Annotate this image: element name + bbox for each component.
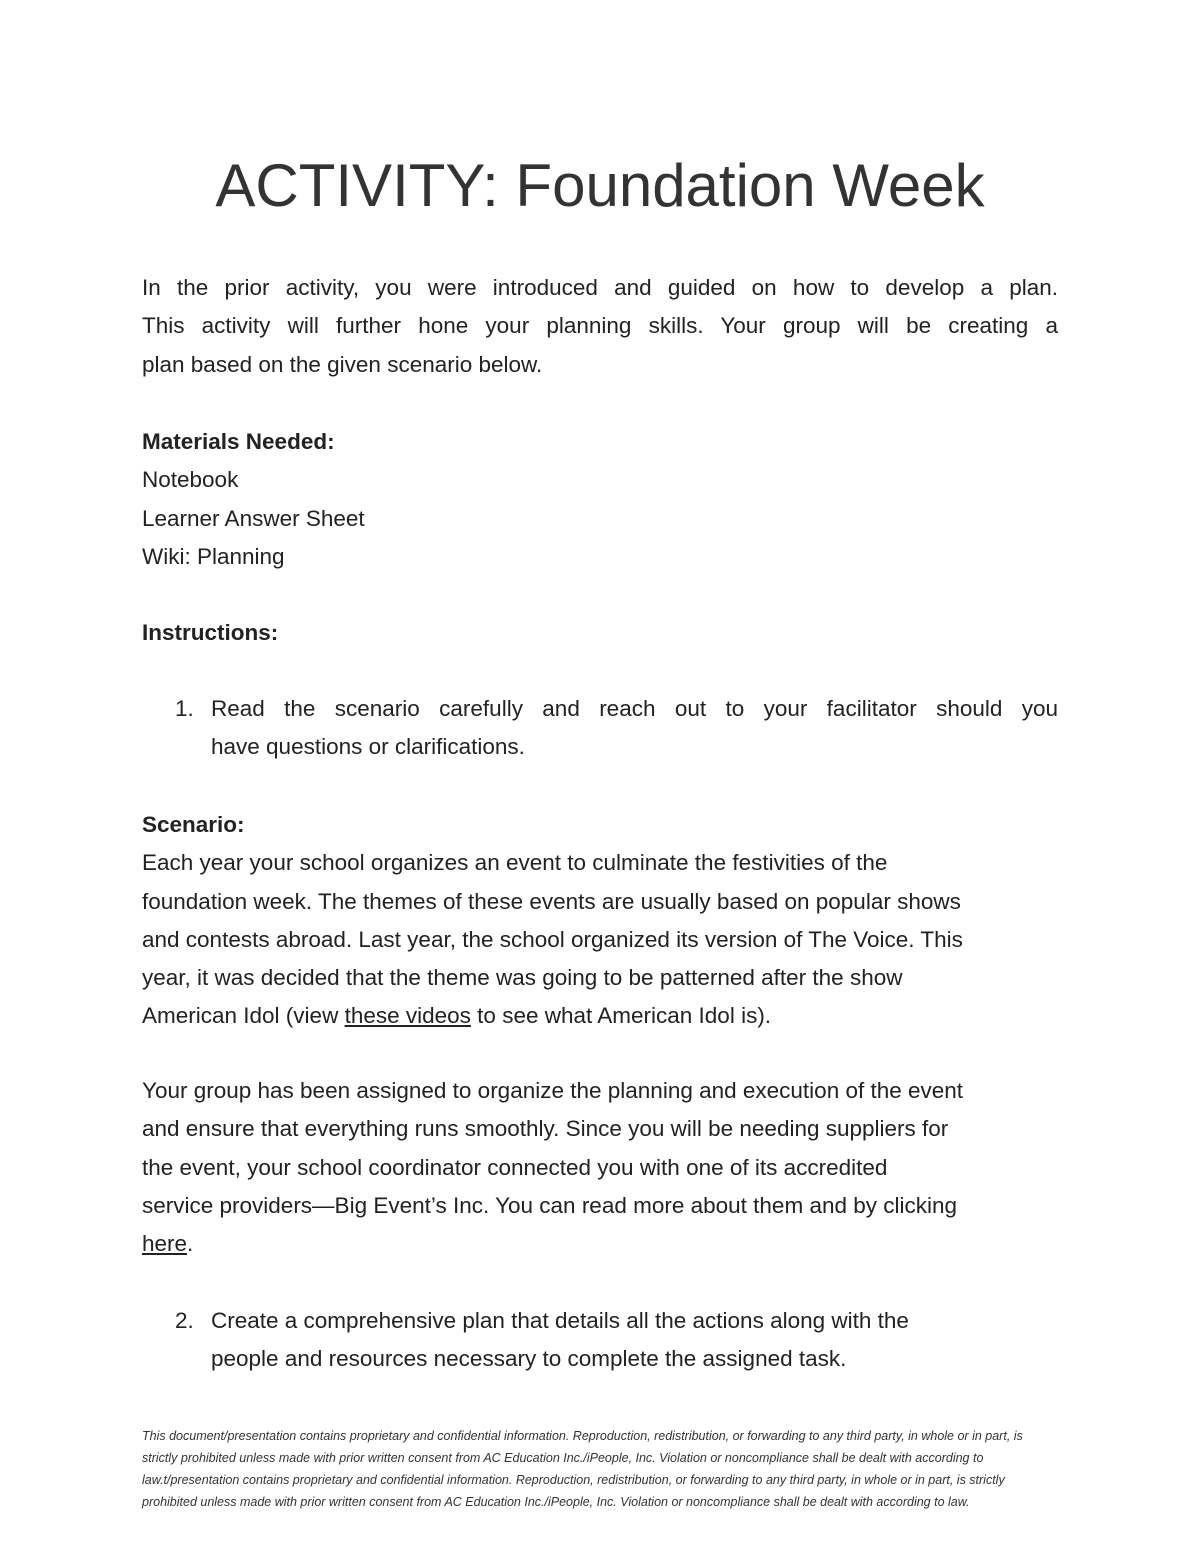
list-line: Read the scenario carefully and reach out to your facilitator should you — [211, 696, 1058, 721]
materials-section — [142, 423, 1058, 576]
list-text — [211, 690, 1058, 767]
scenario-section — [142, 806, 1058, 1036]
scenario-line — [142, 997, 1058, 1035]
scenario-line: and contests abroad. Last year, the school organized its version of The Voice. This — [142, 926, 963, 952]
scenario-text: . — [187, 1231, 194, 1257]
material-item: Wiki: Planning — [142, 543, 285, 569]
scenario-line: Your group has been assigned to organize the planning and execution of the event — [142, 1078, 964, 1103]
list-number: 2. — [175, 1308, 194, 1333]
scenario-line — [142, 1225, 1058, 1263]
scenario-text: American Idol (view — [142, 1003, 345, 1029]
here-link[interactable]: here — [142, 1231, 188, 1257]
scenario-line: the event, your school coordinator connected you with one of its accredited — [142, 1154, 888, 1180]
instructions-section — [142, 614, 1058, 652]
intro-paragraph — [142, 269, 1058, 384]
instructions-heading: Instructions: — [142, 620, 279, 645]
scenario-heading: Scenario: — [142, 812, 245, 837]
these-videos-link[interactable]: these videos — [344, 1003, 471, 1029]
scenario-paragraph-2 — [142, 1072, 1058, 1263]
intro-line: plan based on the given scenario below. — [142, 351, 543, 377]
materials-heading: Materials Needed: — [142, 429, 335, 454]
material-item: Notebook — [142, 467, 239, 493]
intro-line: In the prior activity, you were introduced and guided on how to develop a plan. — [142, 275, 1058, 300]
intro-line: This activity will further hone your planning skills. Your group will be creating a — [142, 313, 1058, 339]
material-item: Learner Answer Sheet — [142, 505, 365, 531]
scenario-text: to see what American Idol is). — [470, 1003, 772, 1029]
list-line: Create a comprehensive plan that details all the actions along with the — [211, 1308, 909, 1333]
scenario-line: foundation week. The themes of these events are usually based on popular shows — [142, 888, 961, 914]
list-number: 1. — [175, 696, 194, 721]
list-line: people and resources necessary to complete the assigned task. — [211, 1346, 847, 1372]
scenario-line: Each year your school organizes an event to culminate the festivities of the — [142, 850, 888, 876]
scenario-line: year, it was decided that the theme was going to be patterned after the show — [142, 965, 903, 991]
confidentiality-footer: This document/presentation contains proprietary and confidential information. Reproduction, redistribution, or forwarding to any third party, in whole or in part, is strictly prohibited unless made with prior written consent from AC Education Inc./iPeople, Inc. Violation or noncompliance shall be dealt with according to law.t/presentation contains proprietary and confidential information. Reproduction, redistribution, or forwarding to any third party, in whole or in part, is strictly prohibited unless made with prior written consent from AC Education Inc./iPeople, Inc. Violation or noncompliance shall be dealt with according to law. — [142, 1429, 1023, 1509]
page-title: ACTIVITY: Foundation Week — [215, 152, 985, 219]
scenario-line: and ensure that everything runs smoothly. Since you will be needing suppliers for — [142, 1116, 949, 1142]
list-line: have questions or clarifications. — [211, 734, 525, 760]
list-text — [211, 1302, 1058, 1379]
scenario-line: service providers—Big Event’s Inc. You can read more about them and by clicking — [142, 1192, 958, 1218]
